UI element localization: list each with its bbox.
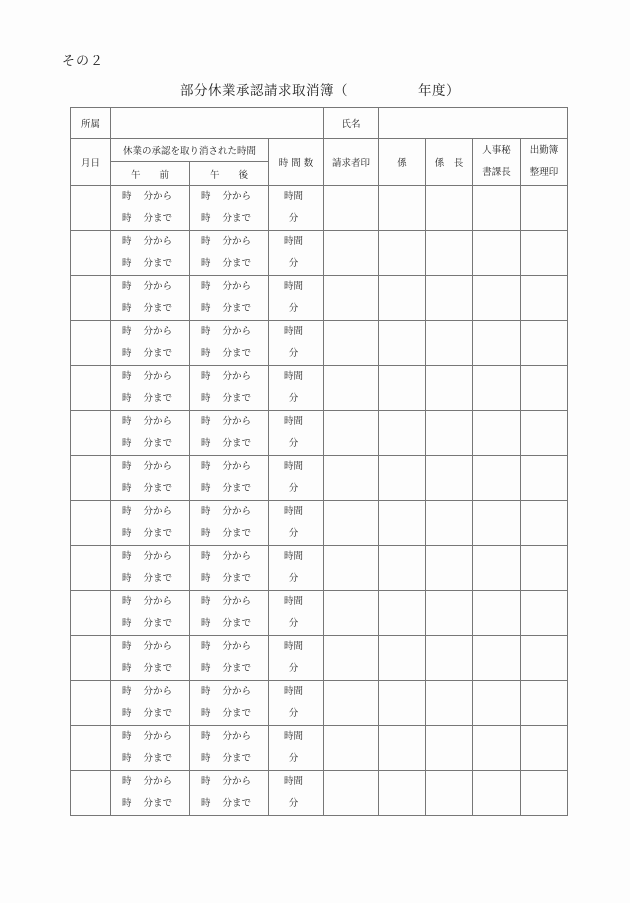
minutes-unit: 分 <box>288 258 299 269</box>
hour-unit: 時 <box>121 281 132 292</box>
personnel-chief-seal-cell[interactable] <box>473 726 521 771</box>
personnel-chief-seal-cell[interactable] <box>473 456 521 501</box>
from-unit: 分から <box>222 686 252 697</box>
hour-unit: 時 <box>200 348 211 359</box>
clerk-seal-cell[interactable] <box>379 501 426 546</box>
table-row <box>71 321 568 366</box>
until-unit: 分まで <box>222 573 252 584</box>
clerk-seal-cell[interactable] <box>379 771 426 816</box>
until-unit: 分まで <box>222 303 252 314</box>
from-unit: 分から <box>143 191 173 202</box>
table-row <box>71 186 568 231</box>
attendance-seal-cell[interactable] <box>521 726 568 771</box>
section-chief-seal-cell[interactable] <box>426 231 473 276</box>
until-unit: 分まで <box>222 258 252 269</box>
hour-unit: 時 <box>200 708 211 719</box>
hours-cell[interactable] <box>269 546 324 591</box>
date-cell[interactable] <box>71 366 111 411</box>
attendance-seal-cell[interactable] <box>521 501 568 546</box>
until-unit: 分まで <box>222 798 252 809</box>
hour-unit: 時 <box>121 258 132 269</box>
name-label: 氏名 <box>324 108 379 139</box>
minutes-unit: 分 <box>288 528 299 539</box>
section-chief-seal-cell[interactable] <box>426 591 473 636</box>
hour-unit: 時 <box>200 663 211 674</box>
hours-cell[interactable] <box>269 456 324 501</box>
pm-time-cell[interactable] <box>190 771 269 816</box>
hours-cell[interactable] <box>269 186 324 231</box>
table-row <box>71 591 568 636</box>
section-chief-seal-cell[interactable] <box>426 546 473 591</box>
table-row <box>71 771 568 816</box>
from-unit: 分から <box>222 776 252 787</box>
hour-unit: 時 <box>121 348 132 359</box>
am-time-cell[interactable] <box>111 276 190 321</box>
section-chief-seal-cell[interactable] <box>426 771 473 816</box>
am-time-cell[interactable] <box>111 231 190 276</box>
hour-unit: 時 <box>200 596 211 607</box>
until-unit: 分まで <box>143 483 173 494</box>
table-row <box>71 501 568 546</box>
from-unit: 分から <box>143 371 173 382</box>
hour-unit: 時 <box>200 731 211 742</box>
until-unit: 分まで <box>222 393 252 404</box>
table-row <box>71 681 568 726</box>
attendance-seal-cell[interactable] <box>521 186 568 231</box>
from-unit: 分から <box>143 731 173 742</box>
date-cell[interactable] <box>71 501 111 546</box>
clerk-header: 係 <box>379 139 426 186</box>
date-header: 月日 <box>71 139 111 186</box>
personnel-chief-seal-cell[interactable] <box>473 321 521 366</box>
attendance-seal-cell[interactable] <box>521 456 568 501</box>
until-unit: 分まで <box>222 528 252 539</box>
clerk-seal-cell[interactable] <box>379 321 426 366</box>
hour-unit: 時 <box>121 416 132 427</box>
hours-unit: 時間 <box>283 506 303 517</box>
hours-cell[interactable] <box>269 231 324 276</box>
hour-unit: 時 <box>200 191 211 202</box>
hours-cell[interactable] <box>269 321 324 366</box>
personnel-chief-seal-cell[interactable] <box>473 546 521 591</box>
hour-unit: 時 <box>121 438 132 449</box>
until-unit: 分まで <box>222 348 252 359</box>
clerk-seal-cell[interactable] <box>379 186 426 231</box>
hour-unit: 時 <box>200 798 211 809</box>
attendance-seal-cell[interactable] <box>521 636 568 681</box>
from-unit: 分から <box>143 236 173 247</box>
hour-unit: 時 <box>121 776 132 787</box>
until-unit: 分まで <box>143 753 173 764</box>
until-unit: 分まで <box>143 573 173 584</box>
date-cell[interactable] <box>71 321 111 366</box>
hour-unit: 時 <box>200 776 211 787</box>
from-unit: 分から <box>222 191 252 202</box>
from-unit: 分から <box>143 461 173 472</box>
hours-cell[interactable] <box>269 681 324 726</box>
hour-unit: 時 <box>121 236 132 247</box>
personnel-chief-seal-cell[interactable] <box>473 681 521 726</box>
hour-unit: 時 <box>200 483 211 494</box>
from-unit: 分から <box>143 686 173 697</box>
clerk-seal-cell[interactable] <box>379 681 426 726</box>
from-unit: 分から <box>222 326 252 337</box>
attendance-seal-cell[interactable] <box>521 366 568 411</box>
requester-seal-header: 請求者印 <box>324 139 379 186</box>
personnel-chief-seal-cell[interactable] <box>473 231 521 276</box>
hour-unit: 時 <box>200 258 211 269</box>
hour-unit: 時 <box>121 191 132 202</box>
requester-seal-cell[interactable] <box>324 546 379 591</box>
from-unit: 分から <box>222 461 252 472</box>
date-cell[interactable] <box>71 726 111 771</box>
attendance-seal-cell[interactable] <box>521 681 568 726</box>
am-header: 午 前 <box>111 162 190 186</box>
hour-unit: 時 <box>200 281 211 292</box>
pm-time-cell[interactable] <box>190 411 269 456</box>
date-cell[interactable] <box>71 636 111 681</box>
hour-unit: 時 <box>200 618 211 629</box>
hours-header: 時 間 数 <box>269 139 324 186</box>
hour-unit: 時 <box>121 663 132 674</box>
personnel-chief-seal-cell[interactable] <box>473 366 521 411</box>
minutes-unit: 分 <box>288 663 299 674</box>
hour-unit: 時 <box>121 798 132 809</box>
requester-seal-cell[interactable] <box>324 636 379 681</box>
hours-unit: 時間 <box>283 731 303 742</box>
until-unit: 分まで <box>222 708 252 719</box>
section-chief-seal-cell[interactable] <box>426 366 473 411</box>
date-cell[interactable] <box>71 276 111 321</box>
hour-unit: 時 <box>121 461 132 472</box>
page-title: 部分休業承認請求取消簿（ 年度） <box>180 83 460 99</box>
until-unit: 分まで <box>143 393 173 404</box>
personnel-chief-seal-cell[interactable] <box>473 276 521 321</box>
until-unit: 分まで <box>222 753 252 764</box>
am-time-cell[interactable] <box>111 771 190 816</box>
hours-cell[interactable] <box>269 276 324 321</box>
hour-unit: 時 <box>121 213 132 224</box>
from-unit: 分から <box>222 236 252 247</box>
hours-cell[interactable] <box>269 726 324 771</box>
hours-cell[interactable] <box>269 501 324 546</box>
affiliation-label: 所属 <box>71 108 111 139</box>
until-unit: 分まで <box>143 258 173 269</box>
hour-unit: 時 <box>121 596 132 607</box>
am-time-cell[interactable] <box>111 546 190 591</box>
table-row <box>71 231 568 276</box>
hour-unit: 時 <box>200 416 211 427</box>
pm-time-cell[interactable] <box>190 681 269 726</box>
hour-unit: 時 <box>121 483 132 494</box>
date-cell[interactable] <box>71 591 111 636</box>
from-unit: 分から <box>143 776 173 787</box>
hours-unit: 時間 <box>283 551 303 562</box>
attendance-seal-cell[interactable] <box>521 321 568 366</box>
hours-unit: 時間 <box>283 281 303 292</box>
hour-unit: 時 <box>200 461 211 472</box>
personnel-chief-seal-cell[interactable] <box>473 591 521 636</box>
am-time-cell[interactable] <box>111 501 190 546</box>
hours-unit: 時間 <box>283 641 303 652</box>
requester-seal-cell[interactable] <box>324 771 379 816</box>
section-chief-seal-cell[interactable] <box>426 411 473 456</box>
until-unit: 分まで <box>222 483 252 494</box>
hour-unit: 時 <box>200 528 211 539</box>
minutes-unit: 分 <box>288 303 299 314</box>
personnel-chief-header: 人事秘 書課長 <box>473 139 521 186</box>
until-unit: 分まで <box>143 663 173 674</box>
requester-seal-cell[interactable] <box>324 231 379 276</box>
hours-cell[interactable] <box>269 591 324 636</box>
hours-cell[interactable] <box>269 366 324 411</box>
hour-unit: 時 <box>121 686 132 697</box>
hour-unit: 時 <box>200 303 211 314</box>
personnel-chief-seal-cell[interactable] <box>473 186 521 231</box>
until-unit: 分まで <box>143 213 173 224</box>
am-time-cell[interactable] <box>111 366 190 411</box>
pm-time-cell[interactable] <box>190 321 269 366</box>
table-row <box>71 546 568 591</box>
from-unit: 分から <box>143 551 173 562</box>
date-cell[interactable] <box>71 546 111 591</box>
hours-unit: 時間 <box>283 686 303 697</box>
pm-time-cell[interactable] <box>190 456 269 501</box>
date-cell[interactable] <box>71 456 111 501</box>
minutes-unit: 分 <box>288 438 299 449</box>
section-chief-header: 係 長 <box>426 139 473 186</box>
am-time-cell[interactable] <box>111 726 190 771</box>
section-chief-seal-cell[interactable] <box>426 636 473 681</box>
personnel-chief-seal-cell[interactable] <box>473 411 521 456</box>
am-time-cell[interactable] <box>111 591 190 636</box>
requester-seal-cell[interactable] <box>324 321 379 366</box>
hour-unit: 時 <box>200 236 211 247</box>
pm-time-cell[interactable] <box>190 591 269 636</box>
cancellation-ledger-table <box>70 107 568 816</box>
until-unit: 分まで <box>143 798 173 809</box>
hour-unit: 時 <box>200 506 211 517</box>
pm-time-cell[interactable] <box>190 501 269 546</box>
requester-seal-cell[interactable] <box>324 366 379 411</box>
hours-unit: 時間 <box>283 326 303 337</box>
from-unit: 分から <box>143 281 173 292</box>
minutes-unit: 分 <box>288 573 299 584</box>
attendance-seal-header: 出勤簿 整理印 <box>521 139 568 186</box>
requester-seal-cell[interactable] <box>324 276 379 321</box>
until-unit: 分まで <box>143 438 173 449</box>
attendance-seal-cell[interactable] <box>521 591 568 636</box>
hours-cell[interactable] <box>269 636 324 681</box>
hour-unit: 時 <box>121 326 132 337</box>
hours-cell[interactable] <box>269 411 324 456</box>
personnel-chief-seal-cell[interactable] <box>473 771 521 816</box>
hour-unit: 時 <box>121 731 132 742</box>
date-cell[interactable] <box>71 771 111 816</box>
minutes-unit: 分 <box>288 213 299 224</box>
date-cell[interactable] <box>71 681 111 726</box>
clerk-seal-cell[interactable] <box>379 456 426 501</box>
section-chief-seal-cell[interactable] <box>426 501 473 546</box>
form-number: その２ <box>62 54 105 69</box>
until-unit: 分まで <box>222 213 252 224</box>
affiliation-field[interactable] <box>111 108 324 139</box>
clerk-seal-cell[interactable] <box>379 411 426 456</box>
hours-unit: 時間 <box>283 776 303 787</box>
hour-unit: 時 <box>200 371 211 382</box>
pm-time-cell[interactable] <box>190 546 269 591</box>
section-chief-seal-cell[interactable] <box>426 726 473 771</box>
attendance-seal-cell[interactable] <box>521 276 568 321</box>
pm-time-cell[interactable] <box>190 186 269 231</box>
section-chief-seal-cell[interactable] <box>426 321 473 366</box>
am-time-cell[interactable] <box>111 321 190 366</box>
minutes-unit: 分 <box>288 798 299 809</box>
until-unit: 分まで <box>222 663 252 674</box>
from-unit: 分から <box>143 506 173 517</box>
section-chief-seal-cell[interactable] <box>426 456 473 501</box>
from-unit: 分から <box>143 641 173 652</box>
hour-unit: 時 <box>121 618 132 629</box>
requester-seal-cell[interactable] <box>324 681 379 726</box>
section-chief-seal-cell[interactable] <box>426 681 473 726</box>
date-cell[interactable] <box>71 186 111 231</box>
hour-unit: 時 <box>121 528 132 539</box>
hours-cell[interactable] <box>269 771 324 816</box>
minutes-unit: 分 <box>288 393 299 404</box>
personnel-chief-seal-cell[interactable] <box>473 501 521 546</box>
table-row <box>71 636 568 681</box>
attendance-seal-cell[interactable] <box>521 231 568 276</box>
attendance-seal-cell[interactable] <box>521 411 568 456</box>
until-unit: 分まで <box>143 348 173 359</box>
requester-seal-cell[interactable] <box>324 726 379 771</box>
am-time-cell[interactable] <box>111 456 190 501</box>
requester-seal-cell[interactable] <box>324 501 379 546</box>
hour-unit: 時 <box>121 506 132 517</box>
requester-seal-cell[interactable] <box>324 186 379 231</box>
hour-unit: 時 <box>121 371 132 382</box>
hours-unit: 時間 <box>283 416 303 427</box>
hour-unit: 時 <box>200 393 211 404</box>
attendance-seal-cell[interactable] <box>521 771 568 816</box>
attendance-seal-cell[interactable] <box>521 546 568 591</box>
table-row <box>71 276 568 321</box>
pm-time-cell[interactable] <box>190 726 269 771</box>
minutes-unit: 分 <box>288 618 299 629</box>
minutes-unit: 分 <box>288 483 299 494</box>
clerk-seal-cell[interactable] <box>379 231 426 276</box>
hour-unit: 時 <box>200 573 211 584</box>
from-unit: 分から <box>143 596 173 607</box>
hours-unit: 時間 <box>283 236 303 247</box>
requester-seal-cell[interactable] <box>324 591 379 636</box>
pm-time-cell[interactable] <box>190 636 269 681</box>
requester-seal-cell[interactable] <box>324 411 379 456</box>
am-time-cell[interactable] <box>111 636 190 681</box>
date-cell[interactable] <box>71 411 111 456</box>
from-unit: 分から <box>222 551 252 562</box>
pm-time-cell[interactable] <box>190 366 269 411</box>
am-time-cell[interactable] <box>111 411 190 456</box>
clerk-seal-cell[interactable] <box>379 726 426 771</box>
clerk-seal-cell[interactable] <box>379 366 426 411</box>
hours-unit: 時間 <box>283 461 303 472</box>
pm-time-cell[interactable] <box>190 276 269 321</box>
clerk-seal-cell[interactable] <box>379 591 426 636</box>
hours-unit: 時間 <box>283 371 303 382</box>
from-unit: 分から <box>143 416 173 427</box>
from-unit: 分から <box>222 596 252 607</box>
until-unit: 分まで <box>143 708 173 719</box>
minutes-unit: 分 <box>288 708 299 719</box>
until-unit: 分まで <box>143 618 173 629</box>
hour-unit: 時 <box>200 438 211 449</box>
clerk-seal-cell[interactable] <box>379 546 426 591</box>
until-unit: 分まで <box>222 618 252 629</box>
from-unit: 分から <box>222 731 252 742</box>
hour-unit: 時 <box>121 303 132 314</box>
hour-unit: 時 <box>200 213 211 224</box>
from-unit: 分から <box>143 326 173 337</box>
requester-seal-cell[interactable] <box>324 456 379 501</box>
cancelled-time-header: 休業の承認を取り消された時間 <box>111 139 269 162</box>
hours-unit: 時間 <box>283 191 303 202</box>
hour-unit: 時 <box>121 708 132 719</box>
minutes-unit: 分 <box>288 348 299 359</box>
table-row <box>71 366 568 411</box>
hour-unit: 時 <box>200 326 211 337</box>
hour-unit: 時 <box>121 753 132 764</box>
section-chief-seal-cell[interactable] <box>426 276 473 321</box>
am-time-cell[interactable] <box>111 186 190 231</box>
hour-unit: 時 <box>121 393 132 404</box>
table-row <box>71 456 568 501</box>
hour-unit: 時 <box>121 551 132 562</box>
table-row <box>71 411 568 456</box>
hour-unit: 時 <box>200 551 211 562</box>
hour-unit: 時 <box>121 641 132 652</box>
until-unit: 分まで <box>143 528 173 539</box>
clerk-seal-cell[interactable] <box>379 636 426 681</box>
pm-time-cell[interactable] <box>190 231 269 276</box>
from-unit: 分から <box>222 371 252 382</box>
minutes-unit: 分 <box>288 753 299 764</box>
hour-unit: 時 <box>200 753 211 764</box>
hour-unit: 時 <box>200 686 211 697</box>
from-unit: 分から <box>222 506 252 517</box>
from-unit: 分から <box>222 416 252 427</box>
hour-unit: 時 <box>121 573 132 584</box>
personnel-chief-seal-cell[interactable] <box>473 636 521 681</box>
hour-unit: 時 <box>200 641 211 652</box>
section-chief-seal-cell[interactable] <box>426 186 473 231</box>
table-row <box>71 726 568 771</box>
from-unit: 分から <box>222 641 252 652</box>
until-unit: 分まで <box>222 438 252 449</box>
date-cell[interactable] <box>71 231 111 276</box>
am-time-cell[interactable] <box>111 681 190 726</box>
until-unit: 分まで <box>143 303 173 314</box>
name-field[interactable] <box>379 108 568 139</box>
hours-unit: 時間 <box>283 596 303 607</box>
pm-header: 午 後 <box>190 162 269 186</box>
from-unit: 分から <box>222 281 252 292</box>
clerk-seal-cell[interactable] <box>379 276 426 321</box>
